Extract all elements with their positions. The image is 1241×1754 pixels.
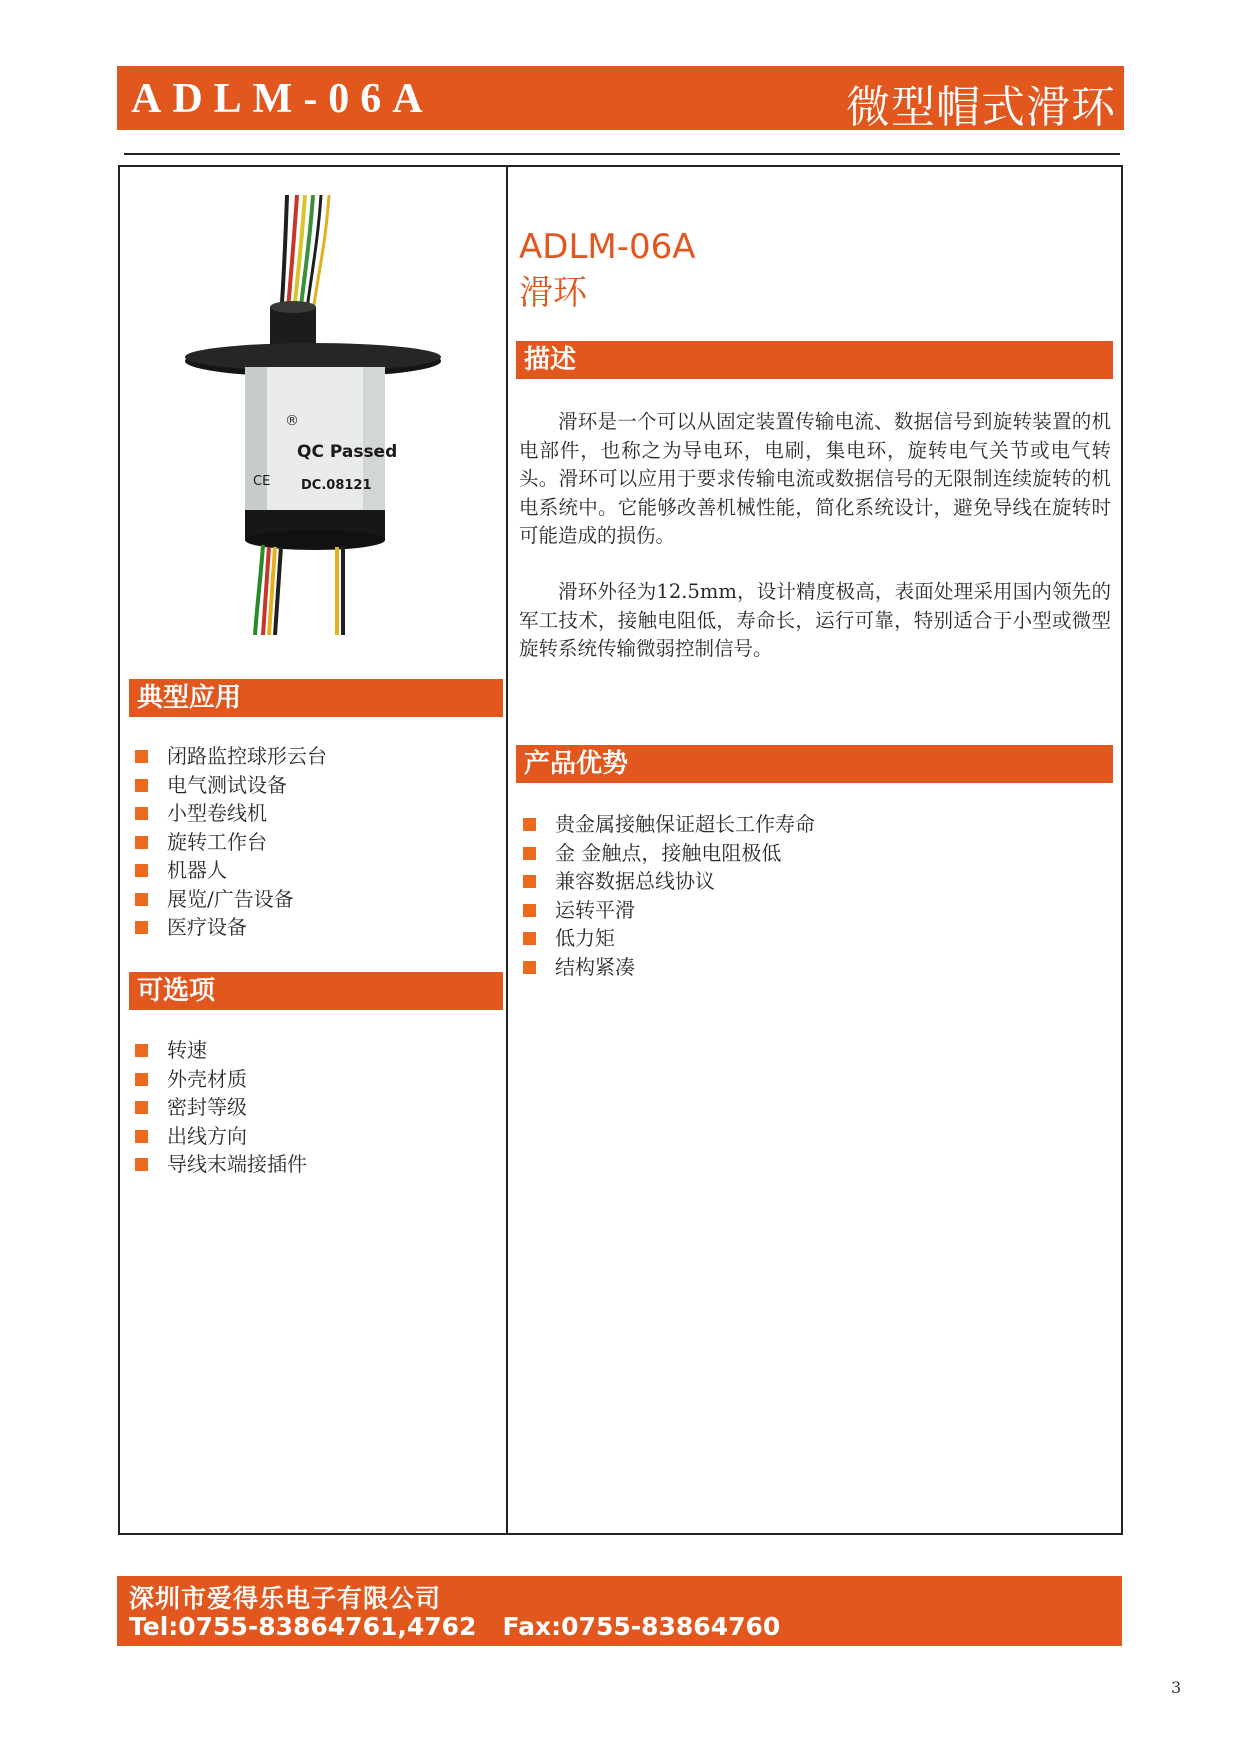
list-item: 展览/广告设备 [135,885,327,914]
header-model: ADLM-06A [131,76,434,122]
list-item: 电气测试设备 [135,771,327,800]
description-heading: 描述 [516,341,1113,379]
header-rule [124,153,1120,155]
list-item: 运转平滑 [523,896,815,925]
list-item: 出线方向 [135,1122,307,1151]
photo-registered-mark: ® [285,413,299,429]
bullet-icon [135,1073,148,1086]
bullet-icon [135,1044,148,1057]
product-name: 滑环 [519,273,587,313]
list-item: 医疗设备 [135,913,327,942]
photo-ce-mark: CE [253,474,271,489]
footer-banner [117,1576,1122,1646]
list-item: 旋转工作台 [135,828,327,857]
contact-info: Tel:0755-83864761,4762 Fax:0755-83864760 [129,1612,781,1641]
product-photo [185,195,455,635]
photo-dc-label: DC.08121 [301,478,372,493]
bullet-icon [523,875,536,888]
description-paragraph-2: 滑环外径为12.5mm，设计精度极高，表面处理采用国内领先的军工技术，接触电阻低，寿命长，运行可靠，特别适合于小型或微型旋转系统传输微弱控制信号。 [519,580,1111,660]
list-item: 机器人 [135,856,327,885]
options-heading: 可选项 [129,972,503,1010]
photo-qc-label: QC Passed [297,442,398,462]
bullet-icon [135,864,148,877]
description-paragraph-1: 滑环是一个可以从固定装置传输电流、数据信号到旋转装置的机电部件，也称之为导电环，电刷，集电环，旋转电气关节或电气转头。滑环可以应用于要求传输电流或数据信号的无限制连续旋转的机电系统中。它能够改善机械性能，简化系统设计，避免导线在旋转时可能造成的损伤。 [519,410,1111,547]
applications-list [135,742,327,942]
bullet-icon [135,1158,148,1171]
bullet-icon [523,932,536,945]
product-model: ADLM-06A [519,227,696,267]
list-item: 转速 [135,1036,307,1065]
advantages-list [523,810,815,981]
list-item: 兼容数据总线协议 [523,867,815,896]
product-title [519,224,696,316]
bullet-icon [135,779,148,792]
list-item: 小型卷线机 [135,799,327,828]
header-category: 微型帽式滑环 [846,82,1116,133]
bullet-icon [523,847,536,860]
list-item: 贵金属接触保证超长工作寿命 [523,810,815,839]
list-item: 外壳材质 [135,1065,307,1094]
bullet-icon [523,818,536,831]
list-item: 低力矩 [523,924,815,953]
options-list [135,1036,307,1179]
bullet-icon [135,807,148,820]
bullet-icon [523,961,536,974]
bullet-icon [135,921,148,934]
advantages-heading: 产品优势 [516,745,1113,783]
column-divider [506,165,508,1535]
bullet-icon [135,1101,148,1114]
bullet-icon [135,1130,148,1143]
company-name: 深圳市爱得乐电子有限公司 [129,1584,442,1613]
bullet-icon [135,893,148,906]
list-item: 导线末端接插件 [135,1150,307,1179]
header-banner [117,66,1124,133]
bullet-icon [135,836,148,849]
list-item: 闭路监控球形云台 [135,742,327,771]
bullet-icon [135,750,148,763]
list-item: 金 金触点，接触电阻极低 [523,839,815,868]
page-number: 3 [1171,1678,1182,1697]
list-item: 密封等级 [135,1093,307,1122]
applications-heading: 典型应用 [129,679,503,717]
bottom-wires [255,545,343,635]
bullet-icon [523,904,536,917]
list-item: 结构紧凑 [523,953,815,982]
